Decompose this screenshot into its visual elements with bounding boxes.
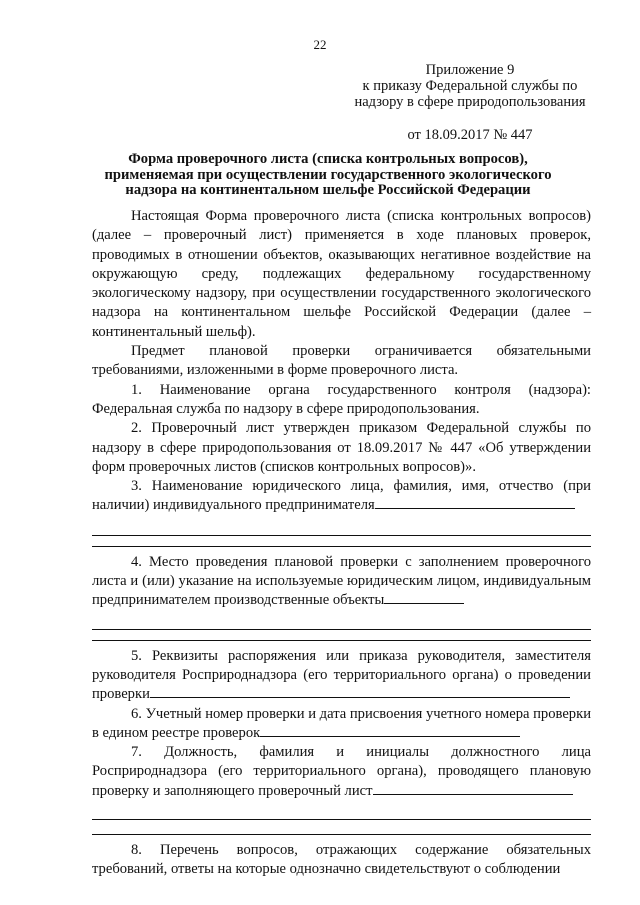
appendix-agency-line: надзору в сфере природопользования	[354, 94, 586, 110]
appendix-number: Приложение 9	[425, 62, 515, 78]
item-7-fill-line[interactable]	[373, 782, 573, 795]
appendix-date: от 18.09.2017 № 447	[407, 127, 533, 143]
item-4-text: 4. Место проведения плановой проверки с заполнением проверочного листа и (или) указание на используемые юридическим лицом, индивидуальным предпринимателем производственные объекты	[92, 553, 591, 609]
title-line-1: Форма проверочного листа (списка контрольных вопросов),	[128, 151, 528, 167]
blank-row	[92, 516, 591, 535]
form-title	[86, 152, 570, 199]
item-7-text: 7. Должность, фамилия и инициалы должностного лица Росприроднадзора (его территориального органа), проводящего плановую проверку и заполняющего проверочный лист	[92, 744, 591, 799]
title-line-3: надзора на континентальном шельфе Российской Федерации	[125, 182, 531, 198]
item-3-fill-line[interactable]	[375, 496, 575, 509]
item-7	[92, 743, 591, 801]
item-6-fill-line[interactable]	[260, 724, 520, 737]
item-3-text: 3. Наименование юридического лица, фамилия, имя, отчество (при наличии) индивидуального предпринимателя	[92, 478, 591, 514]
item-8: 8. Перечень вопросов, отражающих содержание обязательных требований, ответы на которые однозначно свидетельствуют о соблюдении	[92, 842, 591, 878]
blank-row	[92, 630, 591, 640]
item-4-fill-line[interactable]	[384, 591, 464, 604]
blank-row	[92, 536, 591, 546]
item-4	[92, 553, 591, 611]
page-number: 22	[313, 37, 327, 52]
appendix-order-line: к приказу Федеральной службы по	[362, 78, 578, 94]
item-5	[92, 647, 591, 705]
document-body	[92, 207, 591, 880]
title-line-2: применяемая при осуществлении государственного экологического	[104, 166, 552, 183]
appendix-header	[340, 62, 600, 143]
blank-row	[92, 820, 591, 834]
blank-row	[92, 611, 591, 629]
item-3	[92, 477, 591, 516]
item-5-text: 5. Реквизиты распоряжения или приказа руководителя, заместителя руководителя Росприроднадзора (его территориального органа) о проведении проверки	[92, 647, 591, 703]
item-5-fill-line[interactable]	[150, 685, 570, 698]
subject-paragraph: Предмет плановой проверки ограничивается обязательными требованиями, изложенными в форме проверочного листа.	[92, 343, 591, 379]
item-2: 2. Проверочный лист утвержден приказом Федеральной службы по надзору в сфере природопользования от 18.09.2017 № 447 «Об утверждении форм проверочных листов (списков контрольных вопросов)».	[92, 420, 591, 475]
intro-paragraph: Настоящая Форма проверочного листа (списка контрольных вопросов) (далее – проверочный лист) применяется в ходе плановых проверок, проводимых в отношении объектов, оказывающих негативное воздействие на окружающую среду, подлежащих федеральному государственному экологическому надзору, при осуществлении государственного экологического надзора на континентальном шельфе Российской Федерации (далее – континентальный шельф).	[92, 208, 591, 340]
item-6	[92, 705, 591, 744]
blank-row	[92, 801, 591, 819]
item-1: 1. Наименование органа государственного контроля (надзора): Федеральная служба по надзору в сфере природопользования.	[92, 381, 591, 417]
item-6-text: 6. Учетный номер проверки и дата присвоения учетного номера проверки в едином реестре проверок	[92, 705, 592, 741]
